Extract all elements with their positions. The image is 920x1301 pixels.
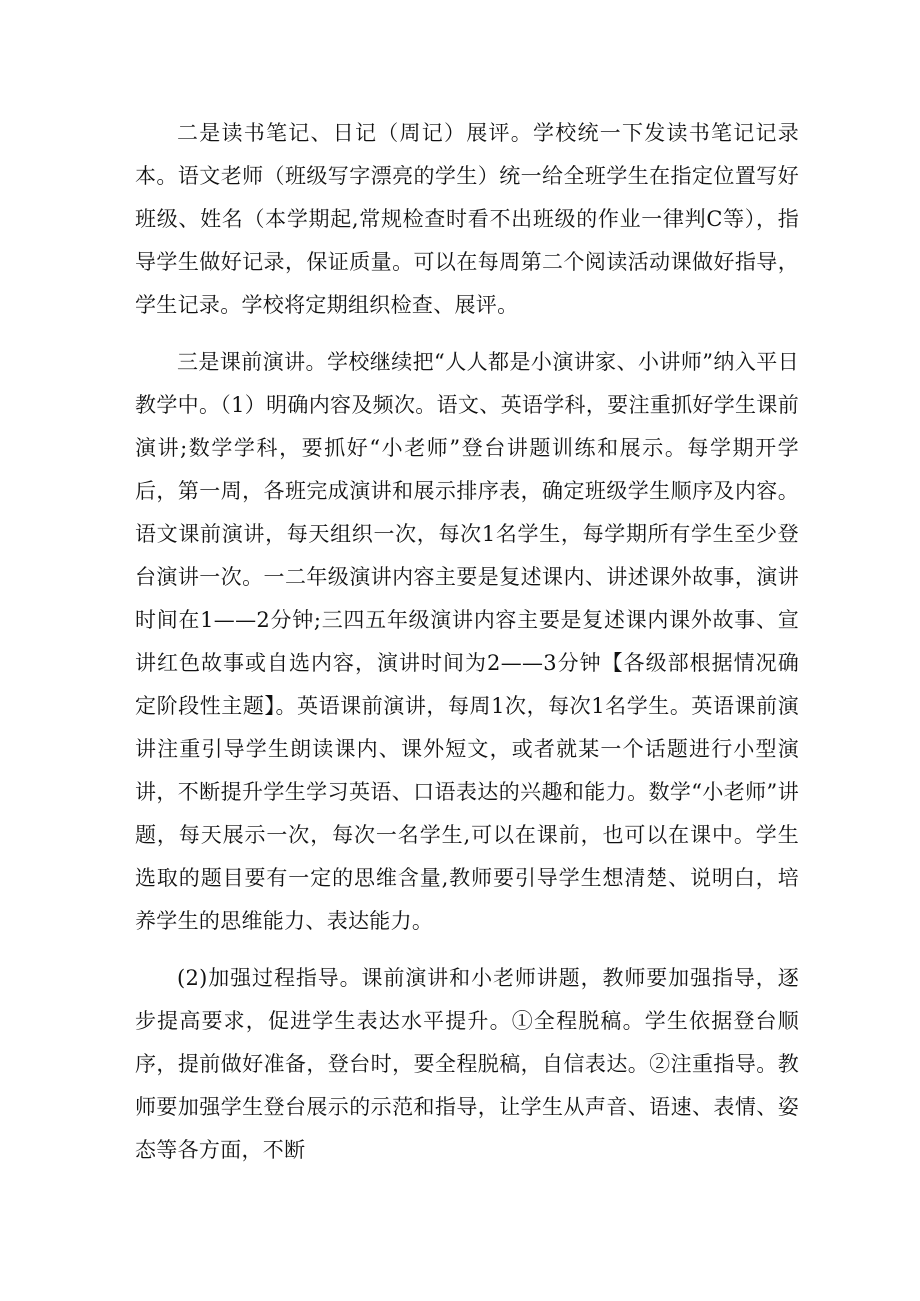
paragraph-pre-class-speech: 三是课前演讲。学校继续把“人人都是小演讲家、小讲师”纳入平日教学中。（1）明确内容及频次。语文、英语学科，要注重抓好学生课前演讲;数学学科，要抓好“小老师”登台讲题训练和展示。每学期开学后，第一周，各班完成演讲和展示排序表，确定班级学生顺序及内容。语文课前演讲，每天组织一次，每次1名学生，每学期所有学生至少登台演讲一次。一二年级演讲内容主要是复述课内、讲述课外故事，演讲时间在1——2分钟;三四五年级演讲内容主要是复述课内课外故事、宣讲红色故事或自选内容，演讲时间为2——3分钟【各级部根据情况确定阶段性主题】。英语课前演讲，每周1次，每次1名学生。英语课前演讲注重引导学生朗读课内、课外短文，或者就某一个话题进行小型演讲，不断提升学生学习英语、口语表达的兴趣和能力。数学“小老师”讲题，每天展示一次，每次一名学生,可以在课前，也可以在课中。学生选取的题目要有一定的思维含量,教师要引导学生想清楚、说明白，培养学生的思维能力、表达能力。	[135, 350, 799, 933]
paragraph-reading-notes: 二是读书笔记、日记（周记）展评。学校统一下发读书笔记记录本。语文老师（班级写字漂亮的学生）统一给全班学生在指定位置写好班级、姓名（本学期起,常规检查时看不出班级的作业一律判C等），指导学生做好记录，保证质量。可以在每周第二个阅读活动课做好指导，学生记录。学校将定期组织检查、展评。	[135, 121, 799, 317]
document-body	[135, 112, 799, 1172]
paragraph-process-guidance: (2)加强过程指导。课前演讲和小老师讲题，教师要加强指导，逐步提高要求，促进学生表达水平提升。①全程脱稿。学生依据登台顺序，提前做好准备，登台时，要全程脱稿，自信表达。②注重指导。教师要加强学生登台展示的示范和指导，让学生从声音、语速、表情、姿态等各方面，不断	[135, 966, 799, 1162]
